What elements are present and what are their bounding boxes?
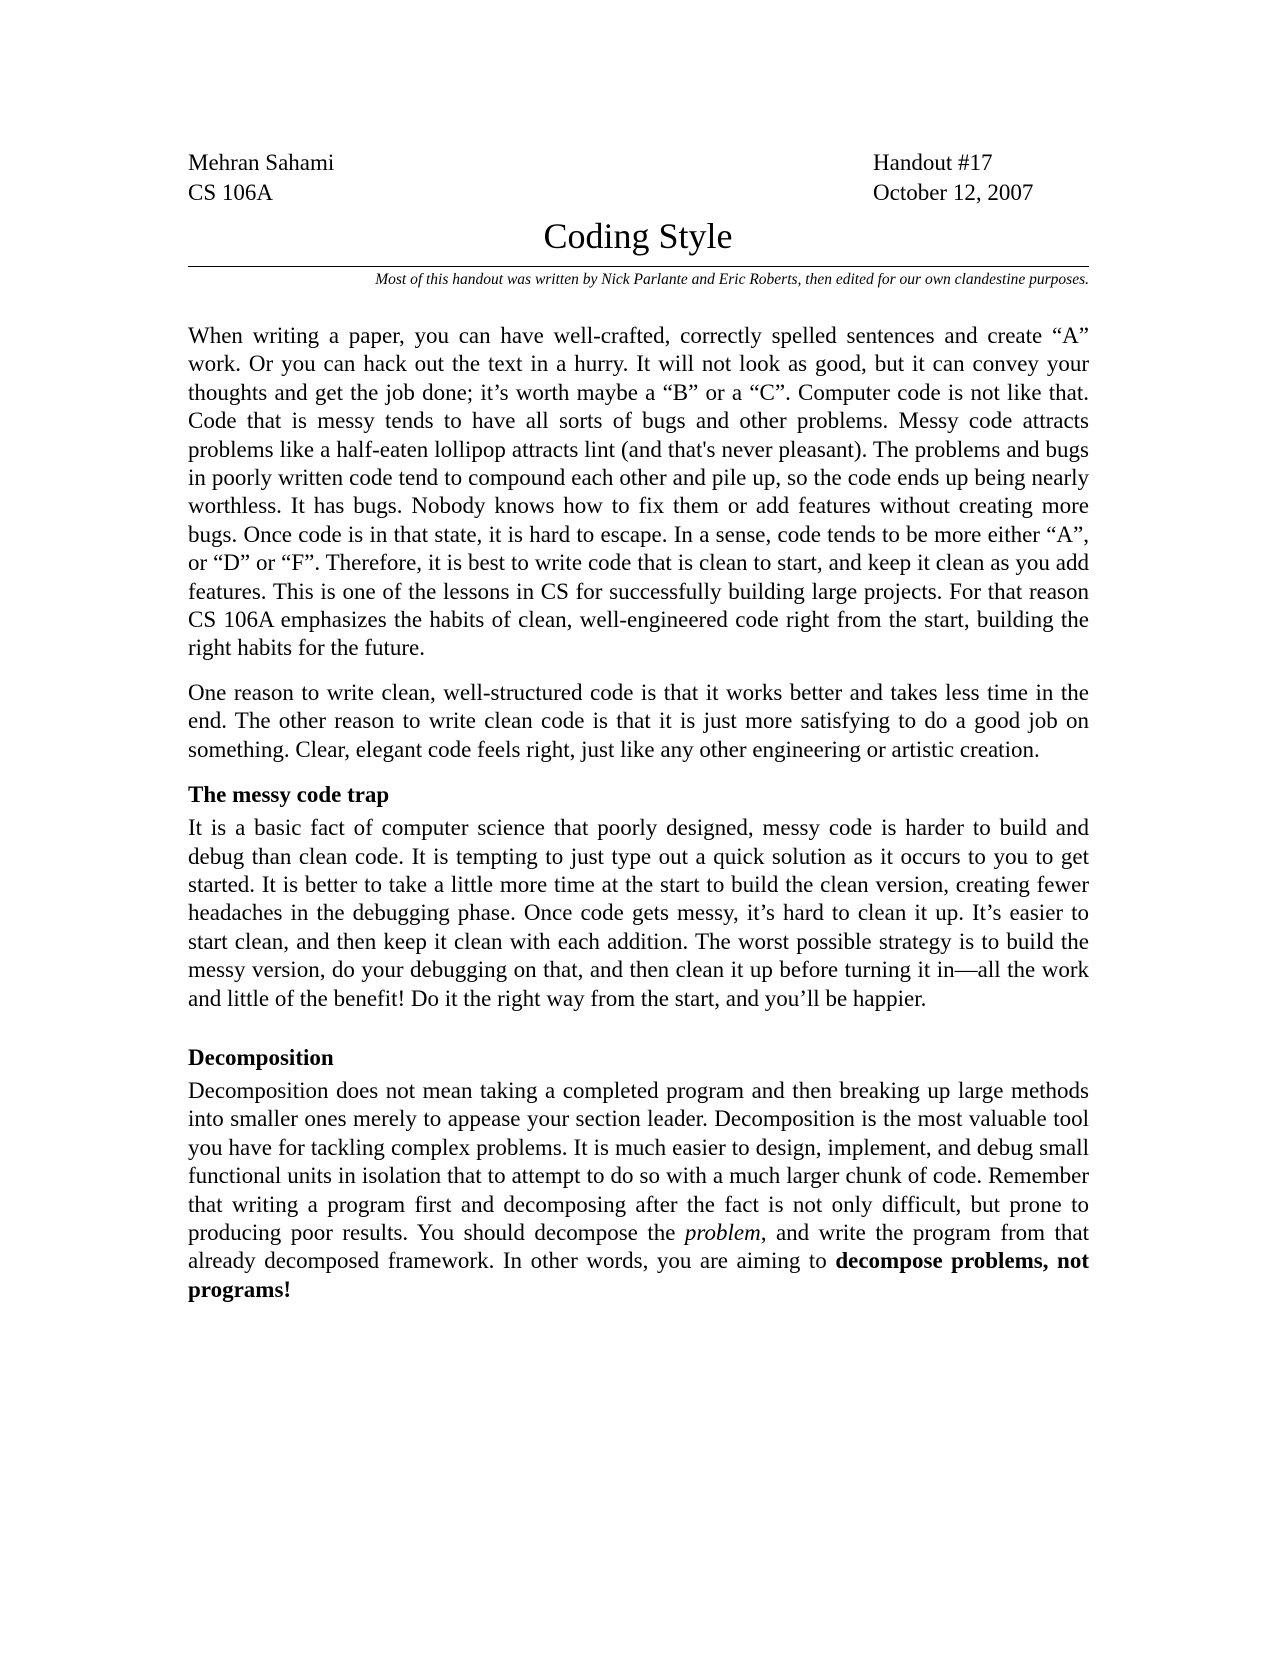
decomposition-text-a: Decomposition does not mean taking a completed program and then breaking up large methods into smaller ones merely to appease your section leader. Decomposition is the most valuable tool you have for tackling complex problems. It is much easier to design, implement, and debug small functional units in isolation that to attempt to do so with a much larger chunk of code. Remember that writing a program first and decomposing after the fact is not only difficult, but prone to producing poor results. You should decompose the [188,1077,1089,1245]
document-body [188,322,1089,1320]
course-code: CS 106A [188,180,273,205]
intro-paragraph-2: One reason to write clean, well-structured code is that it works better and takes less time in the end. The other reason to write clean code is that it is just more satisfying to do a good job on something. Clear, elegant code feels right, just like any other engineering or artistic creation. [188,679,1089,762]
title-divider [188,266,1089,267]
decomposition-text-b: , and write the program from that already decomposed framework. In other words, you are aiming to [188,1219,1089,1274]
section-heading-messy-code: The messy code trap [188,782,390,808]
attribution-note: Most of this handout was written by Nick Parlante and Eric Roberts, then edited for our own clandestine purposes. [375,271,1089,288]
author-name: Mehran Sahami [188,150,335,175]
handout-number: Handout #17 [873,150,993,175]
decomposition-paragraph [188,1077,1089,1304]
decomposition-bold-conclusion: decompose problems, not programs! [188,1248,1089,1302]
intro-paragraph-1: When writing a paper, you can have well-crafted, correctly spelled sentences and create “A” work. Or you can hack out the text in a hurry. It will not look as good, but it can convey your thoughts and get the job done; it’s worth maybe a “B” or a “C”. Computer code is not like that. Code that is messy tends to have all sorts of bugs and other problems. Messy code attracts problems like a half-eaten lollipop attracts lint (and that's never pleasant). The problems and bugs in poorly written code tend to compound each other and pile up, so the code ends up being nearly worthless. It has bugs. Nobody knows how to fix them or add features without creating more bugs. Once code is in that state, it is hard to escape. In a sense, code tends to be more either “A”, or “D” or “F”. Therefore, it is best to write code that is clean to start, and keep it clean as you add features. This is one of the lessons in CS for successfully building large projects. For that reason CS 106A emphasizes the habits of clean, well-engineered code right from the start, building the right habits for the future. [188,323,1089,661]
handout-date: October 12, 2007 [873,180,1034,205]
header-right [873,148,1123,208]
messy-code-paragraph: It is a basic fact of computer science that poorly designed, messy code is harder to build and debug than clean code. It is tempting to just type out a quick solution as it occurs to you to get started. It is better to take a little more time at the start to build the clean version, creating fewer headaches in the debugging phase. Once code gets messy, it’s hard to clean it up. It’s easier to start clean, and then keep it clean with each addition. The worst possible strategy is to build the messy version, do your debugging on that, and then clean it up before turning it in—all the work and little of the benefit! Do it the right way from the start, and you’ll be happier. [188,815,1089,1011]
header-left [188,148,588,208]
section-heading-decomposition: Decomposition [188,1044,334,1070]
decomposition-italic-problem: problem [684,1219,761,1245]
page-title: Coding Style [543,216,733,256]
